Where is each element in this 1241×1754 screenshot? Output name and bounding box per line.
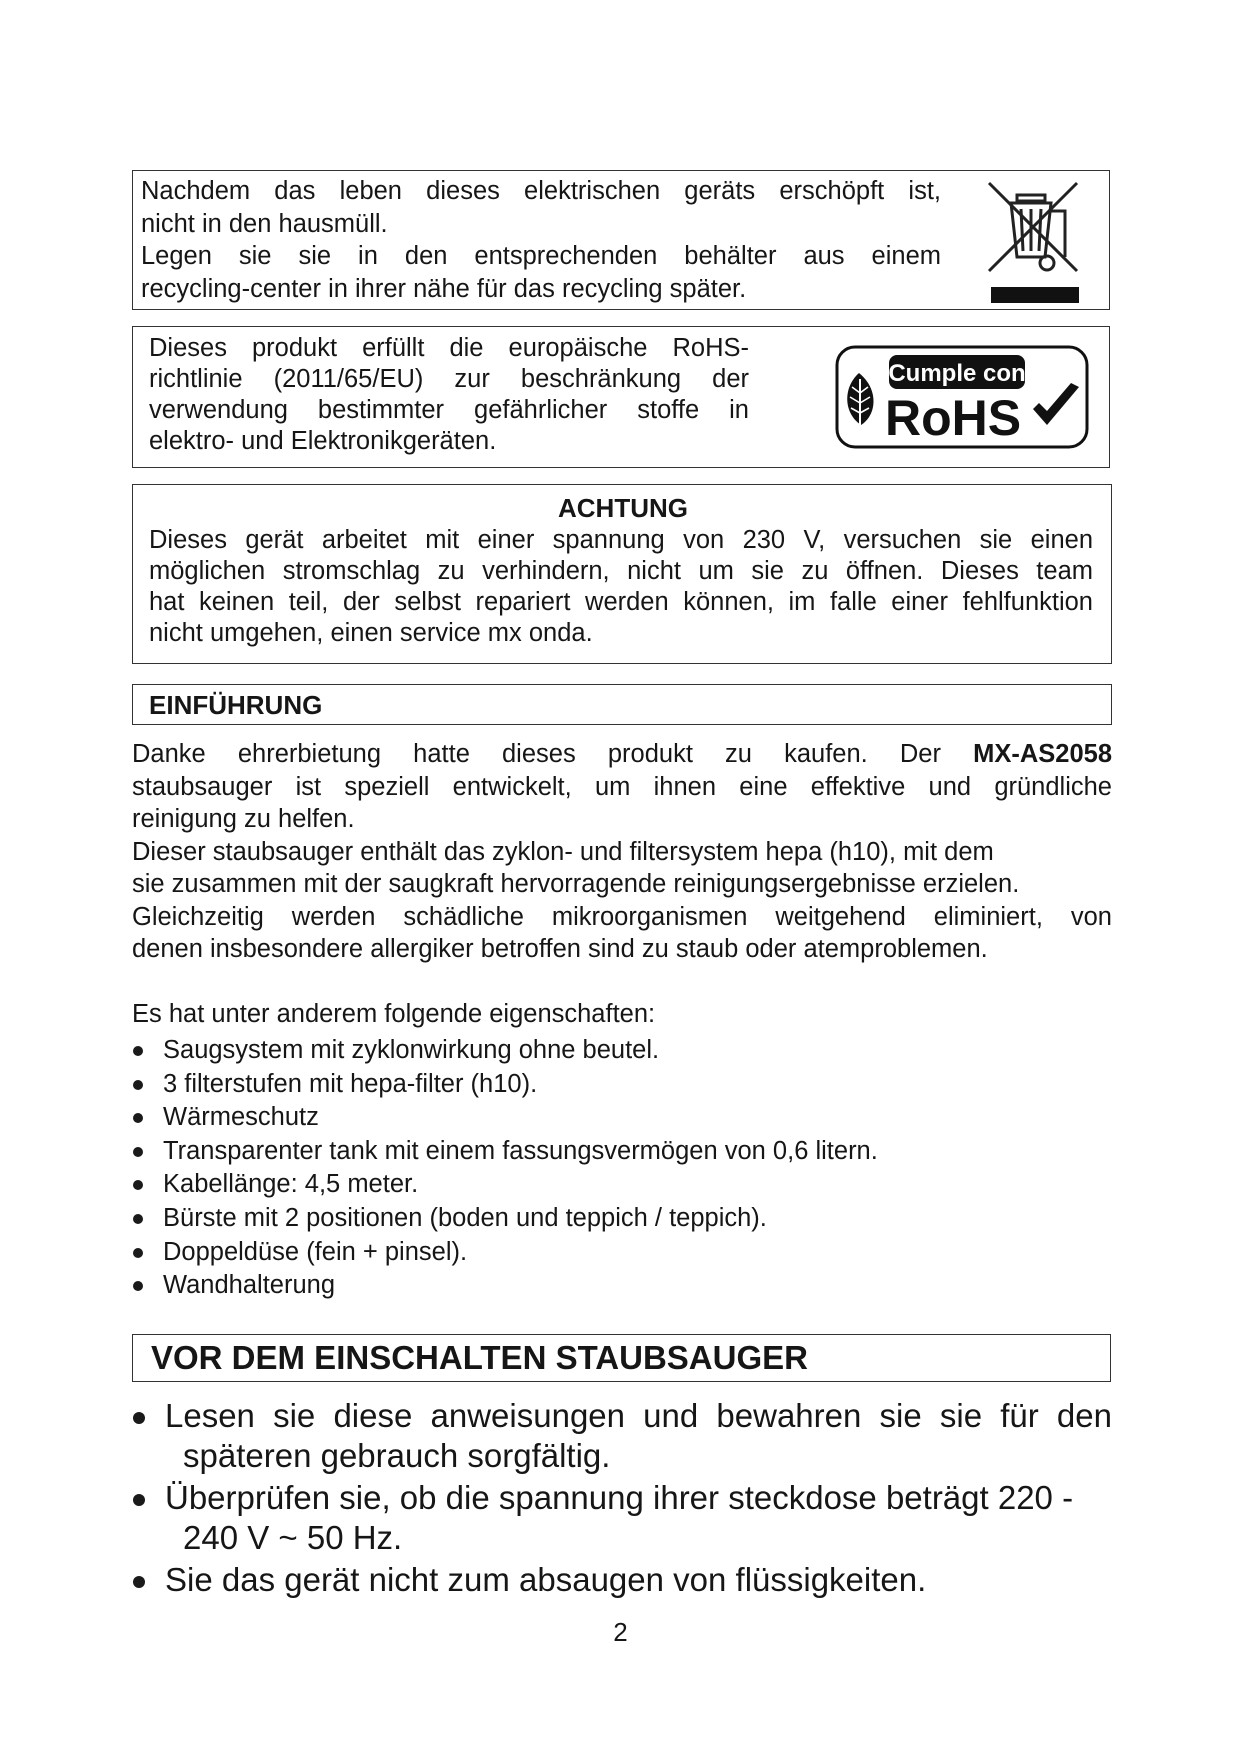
features-list: [132, 1034, 1112, 1303]
before-use-heading: VOR DEM EINSCHALTEN STAUBSAUGER: [151, 1339, 808, 1376]
page-number: 2: [613, 1617, 628, 1647]
before-use-text: Sie das gerät nicht zum absaugen von flüssigkeiten.: [165, 1561, 927, 1598]
warning-box: [132, 484, 1112, 664]
list-item: [132, 1068, 1112, 1102]
bullet-icon: [133, 1576, 145, 1588]
introduction-heading-box: [132, 684, 1112, 725]
warning-title: ACHTUNG: [558, 493, 688, 523]
intro-line: denen insbesondere allergiker betroffen sind zu staub oder atemproblemen.: [132, 935, 988, 963]
bullet-icon: [133, 1147, 143, 1157]
rohs-compliance-logo: [835, 345, 1089, 449]
feature-text: Transparenter tank mit einem fassungsvermögen von 0,6 litern.: [163, 1136, 878, 1165]
rohs-text: [149, 333, 749, 457]
list-item: [132, 1202, 1112, 1236]
rohs-line: richtlinie (2011/65/EU) zur beschränkung der: [149, 365, 749, 393]
rohs-line: verwendung bestimmter gefährlicher stoffe in: [149, 396, 749, 424]
before-use-text: späteren gebrauch sorgfältig.: [183, 1437, 611, 1474]
disposal-line: Nachdem das leben dieses elektrischen geräts erschöpft ist,: [141, 177, 941, 205]
rohs-line: elektro- und Elektronikgeräten.: [149, 427, 497, 455]
list-item: [132, 1135, 1112, 1169]
before-use-list: [132, 1396, 1112, 1602]
intro-line: [132, 738, 1112, 771]
intro-line: staubsauger ist speziell entwickelt, um ihnen eine effektive und gründliche: [132, 772, 1112, 801]
bullet-icon: [133, 1248, 143, 1258]
bullet-icon: [133, 1113, 143, 1123]
warning-line: möglichen stromschlag zu verhindern, nicht um sie zu öffnen. Dieses team: [149, 557, 1093, 585]
crossed-out-wheelie-bin-icon: [981, 177, 1097, 305]
disposal-notice-box: [132, 170, 1110, 310]
list-item: [132, 1269, 1112, 1303]
list-item: [132, 1560, 1112, 1600]
warning-text: [149, 525, 1093, 649]
disposal-text: [141, 175, 941, 305]
list-item: [132, 1168, 1112, 1202]
intro-line: reinigung zu helfen.: [132, 805, 355, 833]
list-item: [132, 1236, 1112, 1270]
introduction-heading: EINFÜHRUNG: [149, 690, 323, 720]
bullet-icon: [133, 1281, 143, 1291]
feature-text: 3 filterstufen mit hepa-filter (h10).: [163, 1069, 538, 1098]
bullet-icon: [133, 1046, 143, 1056]
feature-text: Wandhalterung: [163, 1271, 336, 1300]
feature-text: Doppeldüse (fein + pinsel).: [163, 1237, 468, 1266]
features-title: Es hat unter anderem folgende eigenschaften:: [132, 1000, 656, 1028]
bullet-icon: [133, 1494, 145, 1506]
list-item: [132, 1396, 1112, 1476]
warning-line: nicht umgehen, einen service mx onda.: [149, 619, 593, 647]
disposal-line: nicht in den hausmüll.: [141, 209, 388, 238]
feature-text: Wärmeschutz: [163, 1103, 319, 1132]
intro-line: sie zusammen mit der saugkraft hervorragende reinigungsergebnisse erzielen.: [132, 870, 1020, 898]
rohs-logo-top-text: Cumple con: [888, 360, 1026, 387]
before-use-text: Überprüfen sie, ob die spannung ihrer steckdose beträgt 220 -: [165, 1479, 1074, 1516]
model-number: MX-AS2058: [973, 740, 1113, 768]
rohs-notice-box: [132, 326, 1110, 468]
feature-text: Kabellänge: 4,5 meter.: [163, 1170, 419, 1199]
list-item: [132, 1101, 1112, 1135]
list-item: [132, 1034, 1112, 1068]
warning-line: hat keinen teil, der selbst repariert werden können, im falle einer fehlfunktion: [149, 588, 1093, 616]
intro-line: Dieser staubsauger enthält das zyklon- und filtersystem hepa (h10), mit dem: [132, 837, 994, 866]
list-item: [132, 1478, 1112, 1558]
intro-text-segment: Danke ehrerbietung hatte dieses produkt zu kaufen. Der: [132, 740, 941, 768]
bullet-icon: [133, 1214, 143, 1224]
before-use-text: Lesen sie diese anweisungen und bewahren sie sie für den: [165, 1397, 1112, 1434]
feature-text: Saugsystem mit zyklonwirkung ohne beutel.: [163, 1036, 660, 1064]
before-use-heading-box: [132, 1334, 1111, 1382]
bullet-icon: [133, 1180, 143, 1190]
warning-line: Dieses gerät arbeitet mit einer spannung von 230 V, versuchen sie einen: [149, 526, 1093, 554]
disposal-line: Legen sie sie in den entsprechenden behälter aus einem: [141, 242, 941, 270]
rohs-line: Dieses produkt erfüllt die europäische RoHS-: [149, 334, 749, 362]
bullet-icon: [133, 1412, 145, 1424]
introduction-text: [132, 738, 1112, 966]
rohs-logo-main-text: RoHS: [885, 390, 1022, 446]
intro-line: Gleichzeitig werden schädliche mikroorganismen weitgehend eliminiert, von: [132, 902, 1112, 931]
disposal-line: recycling-center in ihrer nähe für das recycling später.: [141, 274, 747, 303]
bullet-icon: [133, 1080, 143, 1090]
feature-text: Bürste mit 2 positionen (boden und teppich / teppich).: [163, 1203, 767, 1232]
before-use-text: 240 V ~ 50 Hz.: [183, 1519, 403, 1556]
